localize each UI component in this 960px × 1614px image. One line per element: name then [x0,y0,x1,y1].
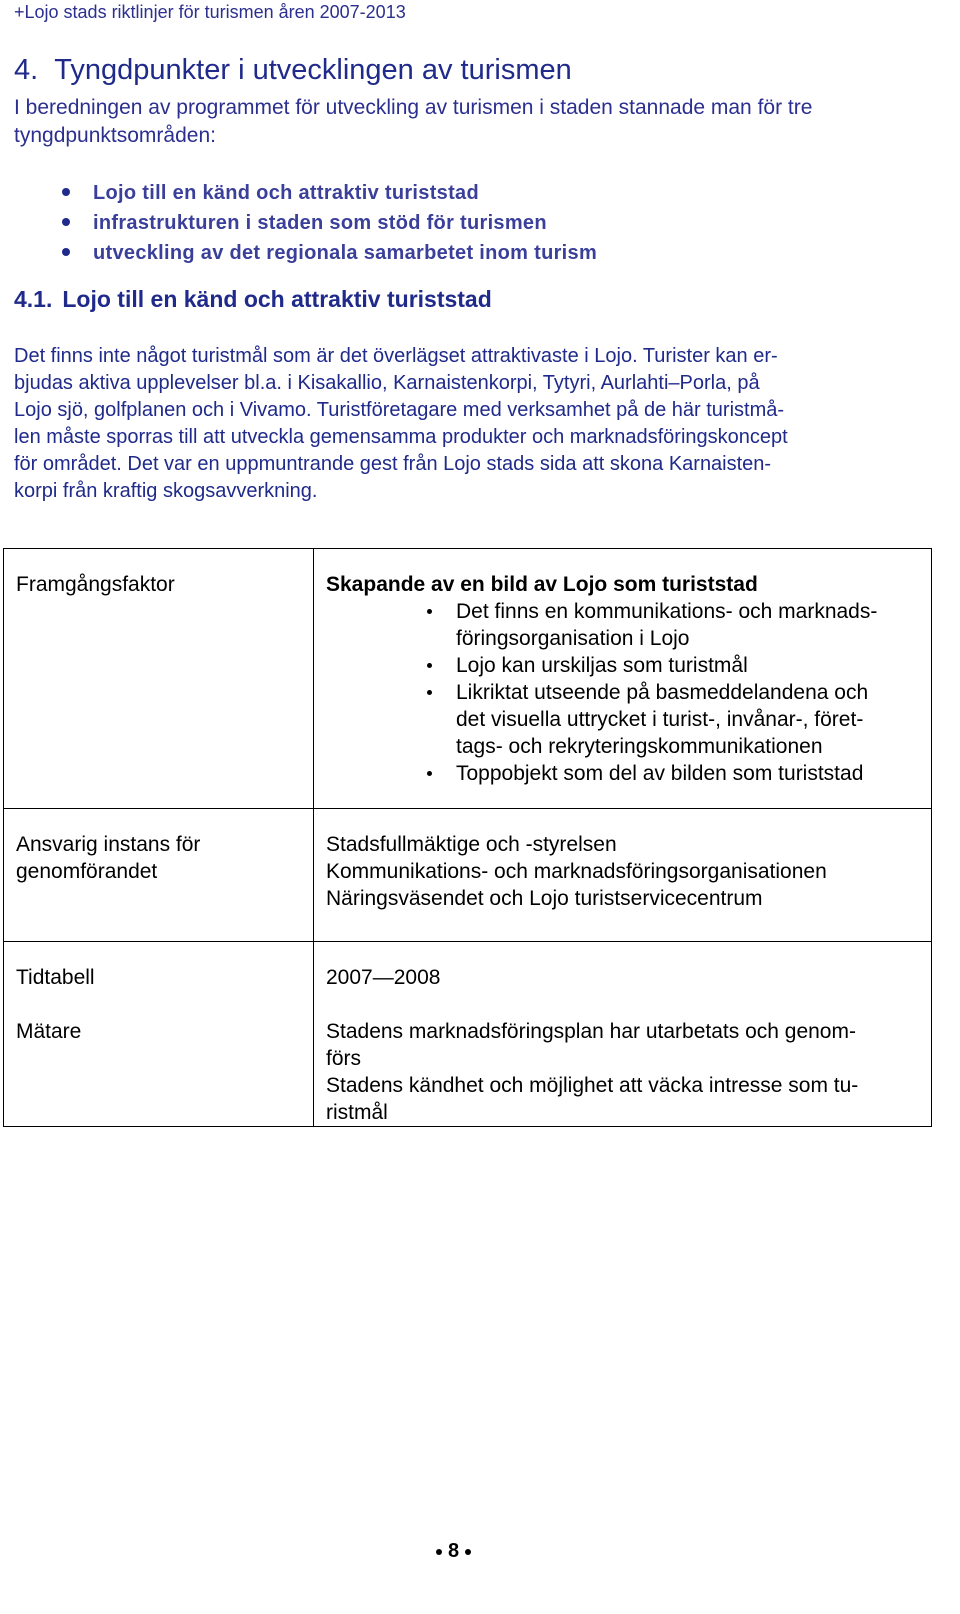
table-cell-label: Tidtabell Mätare [4,942,314,1127]
list-item: Toppobjekt som del av bilden som turiststad [442,760,931,787]
paragraph-line: Lojo sjö, golfplanen och i Vivamo. Turistföretagare med verksamhet på de här turistmå- [14,399,785,421]
table-cell-content: 2007—2008 Stadens marknadsföringsplan har utarbetats och genom- förs Stadens kändhet och möjlighet att väcka intresse som tu- ristmål [314,942,932,1127]
table-cell-label: Ansvarig instans för genomförandet [4,809,314,942]
list-item: infrastrukturen i staden som stöd för turismen [62,208,597,238]
intro-paragraph: I beredningen av programmet för utveckling av turismen i staden stannade man för tre tyngdpunktsområden: [14,96,813,147]
table-cell-content: Stadsfullmäktige och -styrelsen Kommunikations- och marknadsföringsorganisationen Näringsväsendet och Lojo turistservicecentrum [314,809,932,942]
page-footer [430,1540,477,1563]
factor-title: Skapande av en bild av Lojo som turiststad [326,573,758,596]
paragraph-line: bjudas aktiva upplevelser bl.a. i Kisakallio, Karnaistenkorpi, Tytyri, Aurlahti–Porla, på [14,372,760,394]
bullet-icon [436,1549,442,1555]
table-row [4,549,932,809]
list-item: Lojo till en känd och attraktiv turiststad [62,178,597,208]
bullet-icon [62,248,70,256]
body-paragraph [14,343,934,505]
bullet-icon [62,218,70,226]
factor-list [326,598,931,787]
page-number: 8 [448,1540,460,1562]
bullet-icon [62,188,70,196]
table-cell-label: Framgångsfaktor [4,549,314,809]
paragraph-line: Det finns inte något turistmål som är det överlägset attraktivaste i Lojo. Turister kan er- [14,345,778,367]
bullet-icon [427,609,432,614]
subsection-heading [14,286,492,313]
table-row [4,942,932,1127]
bullet-icon [465,1549,471,1555]
focus-area-list [62,178,597,268]
table-row [4,809,932,942]
subsection-title: Lojo till en känd och attraktiv turiststad [62,286,492,312]
list-item: Det finns en kommunikations- och marknads- föringsorganisation i Lojo [442,598,931,652]
list-item: Lojo kan urskiljas som turistmål [442,652,931,679]
paragraph-line: för området. Det var en uppmuntrande gest från Lojo stads sida att skona Karnaisten- [14,453,772,475]
success-factor-table [3,548,932,1127]
timeline-value: 2007—2008 [326,966,441,989]
table-cell-content [314,549,932,809]
document-header: +Lojo stads riktlinjer för turismen åren 2007-2013 [14,2,406,22]
bullet-icon [427,771,432,776]
list-item: Likriktat utseende på basmeddelandena och det visuella uttrycket i turist-, invånar-, föret- tags- och rekryteringskommunikationen [442,679,931,760]
subsection-number: 4.1. [14,286,53,312]
section-heading: 4. Tyngdpunkter i utvecklingen av turismen [14,54,572,86]
bullet-icon [427,663,432,668]
list-item: utveckling av det regionala samarbetet inom turism [62,238,597,268]
paragraph-line: len måste sporras till att utveckla gemensamma produkter och marknadsföringskoncept [14,426,788,448]
bullet-icon [427,690,432,695]
paragraph-line: korpi från kraftig skogsavverkning. [14,480,318,502]
